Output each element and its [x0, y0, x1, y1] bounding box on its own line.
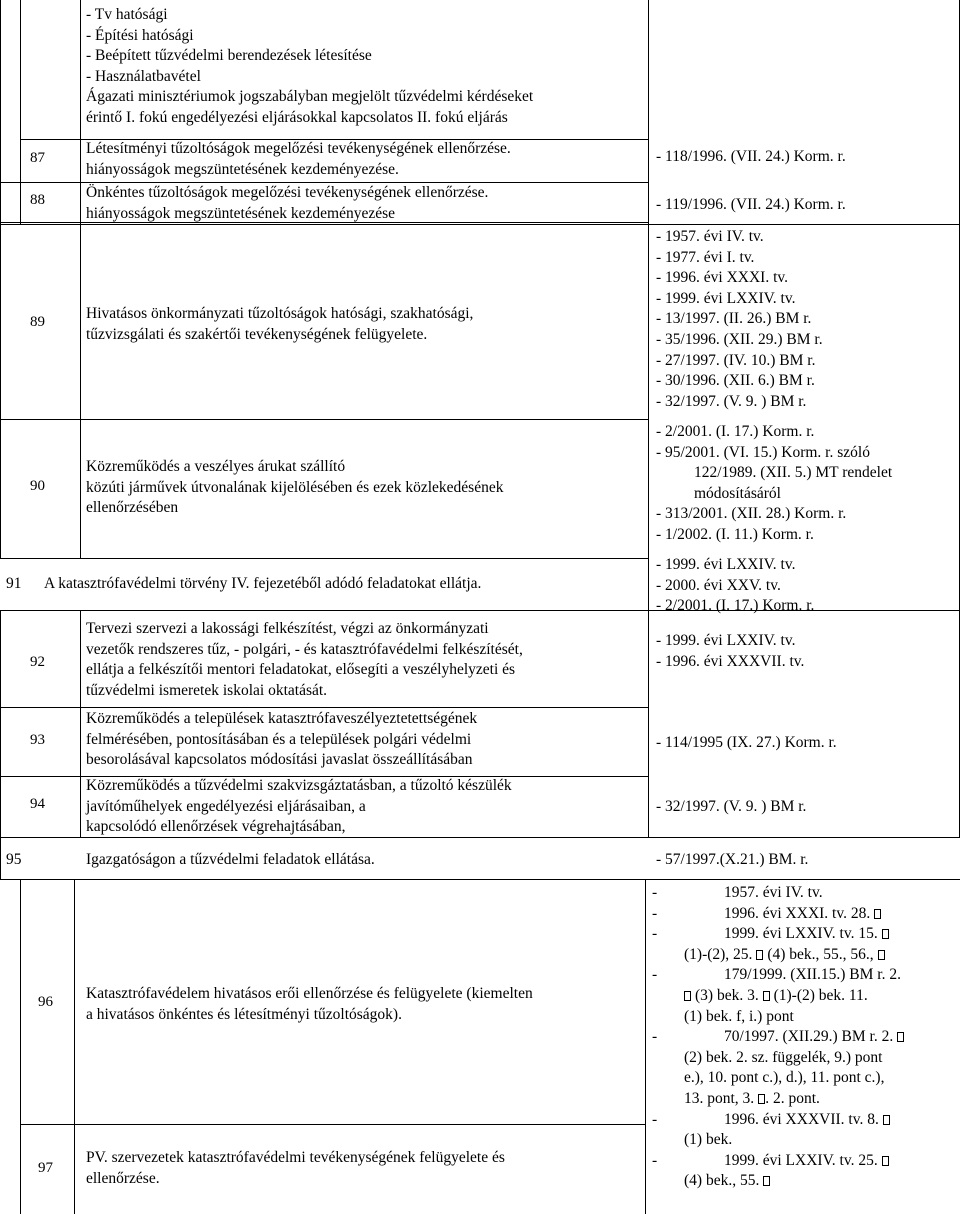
text-line: kapcsolódó ellenőrzések végrehajtásában,: [86, 818, 346, 836]
section-sign-icon: [763, 991, 770, 1001]
ref-line: (1)-(2), 25. (4) bek., 55., 56.,: [652, 945, 904, 966]
section-sign-icon: [883, 1115, 890, 1125]
row-text: [86, 776, 512, 838]
grid-line: [74, 880, 75, 1214]
text-line: Ágazati minisztériumok jogszabályban megjelölt tűzvédelmi kérdéseket: [86, 88, 534, 106]
row-text: [86, 1148, 505, 1189]
row-text: [86, 139, 511, 180]
section-sign-icon: [882, 1156, 889, 1166]
row-refs: [656, 850, 808, 871]
row-text: [86, 457, 503, 519]
section-sign-icon: [897, 1032, 904, 1042]
text-line: besorolásával kapcsolatos módosítási javaslat összeállításában: [86, 751, 473, 769]
text-line: Hivatásos önkormányzati tűzoltóságok hatósági, szakhatósági,: [86, 305, 474, 322]
text-line: Katasztrófavédelem hivatásos erői ellenőrzése és felügyelete (kiemelten: [86, 985, 533, 1002]
text-line: közúti járművek útvonalának kijelölésében és ezek közlekedésének: [86, 478, 504, 496]
ref-line: - 1999. évi LXXIV. tv.: [656, 632, 796, 649]
text-line: hiányosságok megszüntetésének kezdeményezése.: [86, 160, 399, 178]
row-number: 95: [6, 851, 22, 868]
ref-line: - 1/2002. (I. 11.) Korm. r.: [656, 525, 814, 543]
text-line: ellátja a felkészítői mentori feladatokat, elősegíti a veszélyhelyzeti és: [86, 661, 516, 679]
text-line: érintő I. fokú engedélyezési eljárásokkal kapcsolatos II. fokú eljárás: [86, 108, 508, 126]
text-line: a hivatásos önkéntes és létesítményi tűzoltóságok).: [86, 1005, 402, 1023]
lower-refs: [652, 883, 904, 1192]
ref-line: - 1957. évi IV. tv.: [656, 228, 764, 245]
row-refs: [656, 631, 804, 672]
row-text: [44, 574, 481, 595]
grid-line: [20, 880, 21, 1214]
section-sign-icon: [882, 929, 889, 939]
grid-line: [0, 0, 1, 558]
grid-line: [0, 558, 648, 559]
row-number: 93: [30, 732, 45, 748]
text-line: Közreműködés a veszélyes árukat szállító: [86, 458, 346, 475]
text-line: - Tv hatósági: [86, 6, 168, 23]
text-line: - Beépített tűzvédelmi berendezések létesítése: [86, 47, 372, 65]
ref-line: (3) bek. 3. (1)-(2) bek. 11.: [652, 986, 904, 1007]
text-line: tűzvédelmi ismeretek iskolai oktatását.: [86, 681, 328, 699]
ref-line: - 118/1996. (VII. 24.) Korm. r.: [656, 148, 846, 165]
row-refs: [656, 195, 846, 216]
row-text: [86, 183, 488, 224]
row-number: 87: [30, 150, 45, 166]
ref-line: (4) bek., 55.: [652, 1171, 904, 1192]
grid-line: [0, 707, 648, 708]
row-number: 89: [30, 314, 45, 330]
ref-line: - 30/1996. (XII. 6.) BM r.: [656, 372, 815, 390]
ref-line: 122/1989. (XII. 5.) MT rendelet: [694, 464, 893, 482]
text-line: PV. szervezetek katasztrófavédelmi tevékenységének felügyelete és: [86, 1149, 505, 1166]
text-line: Tervezi szervezi a lakossági felkészítést, végzi az önkormányzati: [86, 620, 489, 637]
row-text: [86, 304, 473, 345]
grid-line: [80, 610, 81, 838]
ref-line: - 2000. évi XXV. tv.: [656, 576, 781, 594]
text-line: vezetők rendszeres tűz, - polgári, - és katasztrófavédelmi felkészítését,: [86, 640, 523, 658]
ref-line: - 1999. évi LXXIV. tv.: [656, 289, 796, 307]
text-line: Igazgatóságon a tűzvédelmi feladatok ellátása.: [86, 851, 375, 868]
grid-line: [645, 880, 646, 1214]
ref-line: - 32/1997. (V. 9. ) BM r.: [656, 798, 807, 815]
ref-line: - 1977. évi I. tv.: [656, 248, 755, 266]
text-line: hiányosságok megszüntetésének kezdeményezése: [86, 204, 396, 222]
text-line: tűzvizsgálati és szakértői tevékenységének felügyelete.: [86, 325, 428, 343]
grid-line: [20, 0, 21, 224]
row-refs: [656, 555, 814, 617]
ref-line: e.), 10. pont c.), d.), 11. pont c.),: [684, 1069, 885, 1087]
row-number: 97: [38, 1160, 53, 1176]
row-refs: [656, 733, 837, 754]
grid-line: [0, 610, 960, 611]
ref-line: - 1996. évi XXXI. tv.: [656, 269, 789, 287]
section-sign-icon: [878, 950, 885, 960]
ref-line: - 70/1997. (XII.29.) BM r. 2.: [652, 1027, 904, 1048]
row-refs: [656, 797, 806, 818]
ref-line: - 27/1997. (IV. 10.) BM r.: [656, 351, 816, 369]
ref-line: - 1999. évi LXXIV. tv.: [656, 556, 796, 573]
ref-line: - 2/2001. (I. 17.) Korm. r.: [656, 597, 815, 615]
ref-line: módosításáról: [694, 484, 781, 502]
ref-line: - 57/1997.(X.21.) BM. r.: [656, 851, 809, 868]
top-block: [86, 5, 533, 129]
text-line: Közreműködés a települések katasztrófaveszélyeztetettségének: [86, 710, 478, 727]
row-number: 92: [30, 654, 45, 670]
text-line: Közreműködés a tűzvédelmi szakvizsgáztatásban, a tűzoltó készülék: [86, 777, 512, 794]
text-line: A katasztrófavédelmi törvény IV. fejezetéből adódó feladatokat ellátja.: [44, 575, 482, 592]
row-text: [86, 850, 375, 871]
text-line: javítóműhelyek engedélyezési eljárásaiban, a: [86, 797, 366, 815]
section-sign-icon: [763, 1176, 770, 1186]
text-line: Önkéntes tűzoltóságok megelőzési tevékenységének ellenőrzése.: [86, 184, 489, 201]
row-number: 96: [38, 994, 53, 1010]
grid-line: [0, 838, 1, 880]
ref-line: - 114/1995 (IX. 27.) Korm. r.: [656, 734, 837, 751]
ref-line: - 179/1999. (XII.15.) BM r. 2.: [652, 966, 901, 984]
ref-line: - 1996. évi XXXI. tv. 28.: [652, 904, 904, 925]
row-number: 94: [30, 796, 45, 812]
ref-line: (1) bek.: [684, 1131, 733, 1149]
row-text: [86, 619, 523, 701]
text-line: felmérésében, pontosításában és a települések polgári védelmi: [86, 730, 472, 748]
text-line: - Használatbavétel: [86, 67, 201, 85]
text-line: ellenőrzése.: [86, 1169, 160, 1187]
grid-line: [648, 0, 649, 838]
ref-line: - 119/1996. (VII. 24.) Korm. r.: [656, 196, 846, 213]
ref-line: 13. pont, 3. . 2. pont.: [684, 1089, 820, 1107]
section-sign-icon: [756, 950, 763, 960]
row-refs: [656, 147, 846, 168]
section-sign-icon: [684, 991, 691, 1001]
text-line: Létesítményi tűzoltóságok megelőzési tevékenységének ellenőrzése.: [86, 140, 511, 157]
ref-line: - 32/1997. (V. 9. ) BM r.: [656, 392, 807, 410]
ref-line: - 1999. évi LXXIV. tv. 25.: [652, 1151, 904, 1172]
row-number: 90: [30, 478, 45, 494]
ref-line: - 313/2001. (XII. 28.) Korm. r.: [656, 505, 847, 523]
ref-line: (1) bek. f, i.) pont: [684, 1007, 794, 1025]
row-number: 91: [6, 575, 22, 592]
row-text: [86, 984, 533, 1025]
text-line: ellenőrzésében: [86, 499, 179, 517]
ref-line: - 35/1996. (XII. 29.) BM r.: [656, 330, 823, 348]
ref-line: - 95/2001. (VI. 15.) Korm. r. szóló: [656, 443, 870, 461]
grid-line: [0, 879, 960, 880]
section-sign-icon: [874, 909, 881, 919]
ref-line: - 1999. évi LXXIV. tv. 15.: [652, 924, 904, 945]
ref-line: (2) bek. 2. sz. függelék, 9.) pont: [684, 1048, 883, 1066]
ref-line: - 1996. évi XXXVII. tv.: [656, 652, 805, 670]
ref-line: - 13/1997. (II. 26.) BM r.: [656, 310, 812, 328]
ref-line: - 1957. évi IV. tv.: [652, 884, 823, 901]
grid-line: [0, 419, 648, 420]
row-refs: [656, 422, 892, 546]
grid-line: [80, 0, 81, 558]
ref-line: - 2/2001. (I. 17.) Korm. r.: [656, 423, 815, 440]
row-text: [86, 709, 477, 771]
ref-line: - 1996. évi XXXVII. tv. 8.: [652, 1110, 904, 1131]
row-number: 88: [30, 192, 45, 208]
row-refs: [656, 227, 823, 412]
grid-line: [20, 1124, 645, 1125]
grid-line: [0, 610, 1, 838]
text-line: - Építési hatósági: [86, 26, 194, 44]
